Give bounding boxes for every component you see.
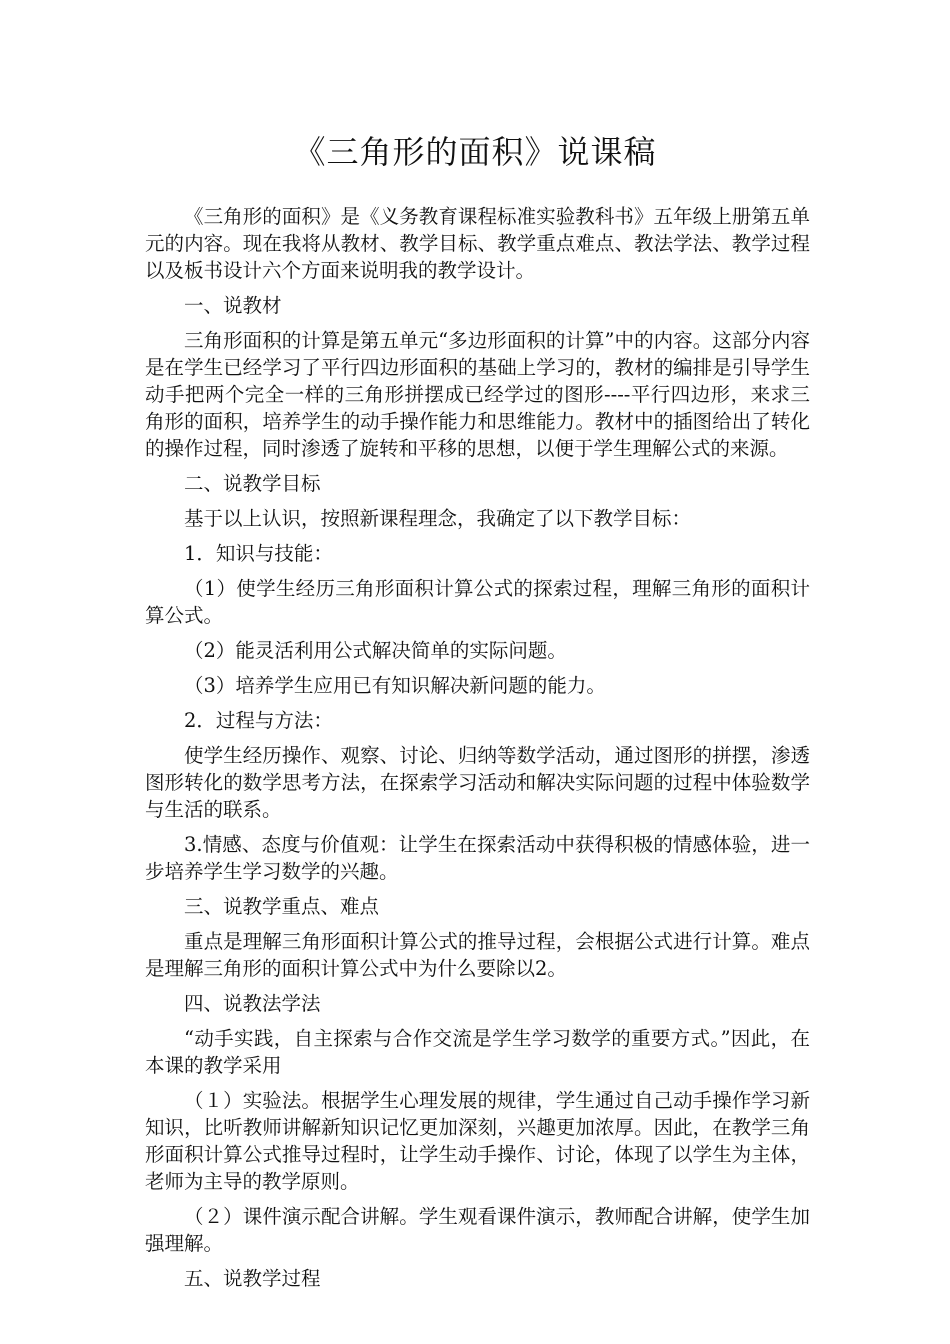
objective-emotion-paragraph: 3.情感、态度与价值观：让学生在探索活动中获得积极的情感体验，进一步培养学生学习数学的兴趣。 [145, 833, 810, 883]
objectives-intro: 基于以上认识，按照新课程理念，我确定了以下教学目标： [184, 507, 692, 530]
document-body [145, 203, 810, 1300]
objective-knowledge-item-1: （1）使学生经历三角形面积计算公式的探索过程，理解三角形的面积计算公式。 [145, 577, 810, 627]
document-title: 《三角形的面积》说课稿 [293, 133, 657, 171]
method-courseware-paragraph: （２）课件演示配合讲解。学生观看课件演示，教师配合讲解，使学生加强理解。 [145, 1205, 810, 1255]
objective-knowledge-item-2: （2）能灵活利用公式解决简单的实际问题。 [184, 639, 567, 662]
section-heading-keypoints: 三、说教学重点、难点 [184, 895, 380, 918]
objective-knowledge-heading: 1．知识与技能： [184, 542, 333, 565]
method-experiment-paragraph: （１）实验法。根据学生心理发展的规律，学生通过自己动手操作学习新知识，比听教师讲解新知识记忆更加深刻，兴趣更加浓厚。因此，在教学三角形面积计算公式推导过程时，让学生动手操作、讨论，体现了以学生为主体，老师为主导的教学原则。 [145, 1089, 810, 1193]
intro-paragraph: 《三角形的面积》是《义务教育课程标准实验教科书》五年级上册第五单元的内容。现在我将从教材、教学目标、教学重点难点、教法学法、教学过程以及板书设计六个方面来说明我的教学设计。 [145, 205, 810, 282]
objective-knowledge-item-3: （3）培养学生应用已有知识解决新问题的能力。 [184, 674, 606, 697]
keypoints-paragraph: 重点是理解三角形面积计算公式的推导过程，会根据公式进行计算。难点是理解三角形的面积计算公式中为什么要除以2。 [145, 930, 810, 980]
section-heading-textbook: 一、说教材 [184, 294, 282, 317]
objective-process-paragraph: 使学生经历操作、观察、讨论、归纳等数学活动，通过图形的拼摆，渗透图形转化的数学思考方法，在探索学习活动和解决实际问题的过程中体验数学与生活的联系。 [145, 744, 810, 821]
section-heading-methods: 四、说教法学法 [184, 992, 321, 1015]
objective-process-heading: 2．过程与方法： [184, 709, 333, 732]
section-heading-objectives: 二、说教学目标 [184, 472, 321, 495]
section-heading-process: 五、说教学过程 [184, 1267, 321, 1290]
textbook-paragraph: 三角形面积的计算是第五单元“多边形面积的计算”中的内容。这部分内容是在学生已经学习了平行四边形面积的基础上学习的，教材的编排是引导学生动手把两个完全一样的三角形拼摆成已经学过的图形----平行四边形，来求三角形的面积，培养学生的动手操作能力和思维能力。教材中的插图给出了转化的操作过程，同时渗透了旋转和平移的思想，以便于学生理解公式的来源。 [145, 329, 810, 460]
methods-intro: “动手实践，自主探索与合作交流是学生学习数学的重要方式。”因此，在本课的教学采用 [145, 1027, 810, 1077]
